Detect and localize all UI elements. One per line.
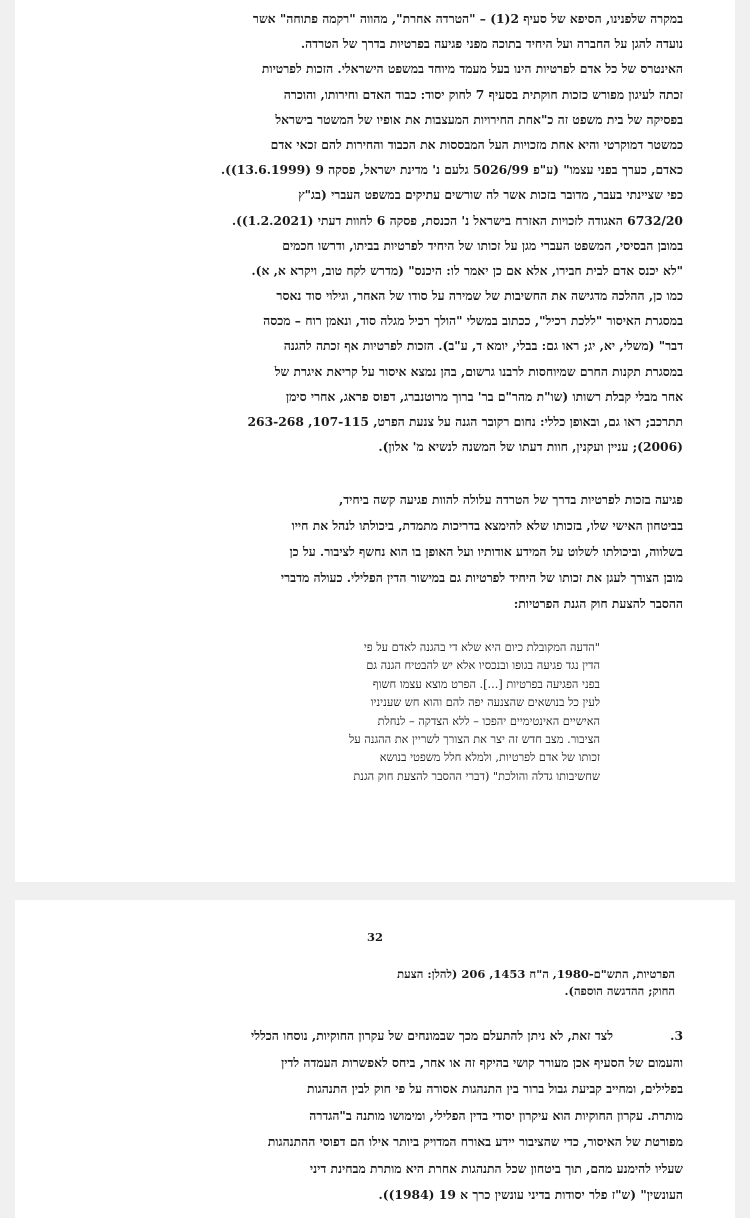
block-quote-continuation bbox=[265, 966, 675, 1000]
text-line: מותרת. עקרון החוקיות הוא עיקרון יסודי בדין הפלילי, ומימושו מותנה ב"הגדרה bbox=[309, 1107, 683, 1123]
text-line: ההסבר להצעת חוק הגנת הפרטיות: bbox=[513, 596, 683, 611]
text-line: אחר מבלי קבלת רשותו (שו"ת מהר"ם בר' ברוך מרוטנברג, דפוס פראג, אחרי סימן bbox=[285, 388, 683, 404]
paragraph-privacy-right bbox=[57, 6, 683, 459]
text-line bbox=[57, 1023, 683, 1050]
text-line: כמשטר דמוקרטי והיא אחת מזכויות העל המבססות את הכבוד והחירות להם זכאי אדם bbox=[270, 136, 683, 152]
text-line: במובן הבסיסי, המשפט העברי מגן על זכותו של היחיד לפרטיות בביתו, ודרשו חכמים bbox=[282, 237, 683, 253]
block-quote bbox=[165, 639, 600, 786]
quote-line: בפני הפגיעה בפרטיות [...]. הפרט מוצא עצמו חשוף bbox=[372, 677, 600, 691]
text-line: "לא יכנס אדם לבית חבירו, אלא אם כן יאמר לו: היכנס" (מדרש לקח טוב, ויקרא א, א). bbox=[251, 262, 683, 278]
text-line: האינטרס של כל אדם לפרטיות הינו בעל מעמד מיוחד במשפט הישראלי. הזכות לפרטיות bbox=[261, 61, 683, 77]
text-line: והעמום של הסעיף אכן מעורר קושי בהיקף זה או אחר, ביחס לאפשרות העמדה לדין bbox=[281, 1054, 683, 1070]
text-line: שעליו להימנע מהם, תוך ביטחון שכל התנהגות אחרת היא מותרת מבחינת דיני bbox=[309, 1160, 683, 1176]
text-line: בשלווה, וביכולתו לשלוט על המידע אודותיו ועל האופן בו הוא נחשף לציבור. על כן bbox=[289, 544, 683, 559]
text-line: 6732/20 האגודה לזכויות האזרח בישראל נ' הכנסת, פסקה 6 לחוות דעתי (1.2.2021)). bbox=[231, 212, 683, 228]
text-line: בפלילים, ומחייב קביעת גבול ברור בין התנהגות אסורה על פי חוק לבין התנהגות bbox=[306, 1081, 683, 1096]
text-line: דבר" (משלי, יא, יג; ראו גם: בבלי, יומא ד, ע"ב). הזכות לפרטיות אף זכתה להגנה bbox=[283, 338, 683, 354]
quote-line: הפרטיות, התש"ם-1980, ה"ח 1453, 206 (להלן: הצעת bbox=[397, 967, 675, 981]
quote-line: שחשיבותו גדלה והולכת" (דברי ההסבר להצעת חוק הגנת bbox=[353, 769, 600, 783]
quote-line: הדין נגד פגיעה בגופו ובנכסיו אלא יש להבטיח הגנה גם bbox=[366, 659, 600, 673]
text-line: בביטחון האישי שלו, בזכותו שלא להימצא בדריכות מתמדת, ביכולתו לנהל את חייו bbox=[291, 518, 683, 533]
quote-line: הציבור. מצב חדש זה יצר את הצורך לשריין את ההגנה על bbox=[349, 732, 600, 746]
text-line: העונשין" (ש"ז פלר יסודות בדיני עונשין כרך א 19 (1984)). bbox=[378, 1187, 683, 1202]
text-line: פגיעה בזכות לפרטיות בדרך של הטרדה עלולה להוות פגיעה קשה ביחיד, bbox=[338, 492, 683, 507]
paragraph-harassment-harm bbox=[57, 487, 683, 617]
paragraph-3-legality bbox=[57, 1023, 683, 1209]
text-line: כפי שציינתי בעבר, מדובר בזכות אשר לה שורשים עתיקים במשפט העברי (בג"ץ bbox=[298, 187, 683, 203]
text-line: (2006); עניין ועקנין, חוות דעתו של המשנה לנשיא מ' אלון). bbox=[378, 439, 683, 455]
text-line: כאדם, כערך בפני עצמו" (ע"פ 5026/99 גלעם נ' מדינת ישראל, פסקה 9 (13.6.1999)). bbox=[220, 162, 683, 178]
text-line: כמו כן, ההלכה מדגישה את החשיבות של שמירה על סודו של האחר, וגילוי סוד נאסר bbox=[276, 288, 683, 304]
text-line-content: לצד זאת, לא ניתן להתעלם מכך שבמונחים של עקרון החוקיות, נוסחו הכללי bbox=[250, 1028, 613, 1043]
text-line: מפורטת של האיסור, כדי שהציבור יידע באורח המדויק ביותר אילו הם דפוסי ההתנהגות bbox=[267, 1134, 683, 1149]
quote-line: האישיים האינטימיים יהפכו – ללא הצדקה – לנחלת bbox=[377, 714, 600, 728]
text-line: בפסיקה של בית משפט זה כ"אחת החירויות המעצבות את אופיו של המשטר בישראל bbox=[275, 111, 683, 127]
quote-line: "הדעה המקובלת כיום היא שלא די בהגנה לאדם על פי bbox=[363, 641, 600, 654]
paragraph-number: 3. bbox=[670, 1028, 683, 1043]
quote-line: לעין כל בנושאים שהצנעה יפה להם והוא חש שעניניו bbox=[370, 696, 600, 710]
page-number: 32 bbox=[366, 930, 383, 944]
document-page-2 bbox=[15, 900, 735, 1218]
text-line: זכתה לעיגון מפורש כזכות חוקתית בסעיף 7 לחוק יסוד: כבוד האדם וחירותו, והוכרה bbox=[283, 86, 683, 102]
text-line: מובן הצורך לעגן את זכותו של היחיד לפרטיות גם במישור הדין הפלילי. כעולה מדברי bbox=[280, 570, 683, 585]
text-line: תתרכב; ראו גם, ובאופן כללי: נחום רקובר הגנה על צנעת הפרט, 107-115, 263-268 bbox=[247, 414, 683, 429]
document-page-1 bbox=[15, 0, 735, 882]
text-line: במסגרת האיסור "ללכת רכיל", ככתוב במשלי "הולך רכיל מגלה סוד, ונאמן רוח – מכסה bbox=[263, 313, 683, 329]
quote-line: זכותו של אדם לפרטיות, ולמלא חלל משפטי בנושא bbox=[379, 751, 600, 765]
text-line: נועדה להגן על החברה ועל היחיד בתוכה מפני פגיעה בפרטיות בדרך של הטרדה. bbox=[300, 36, 683, 52]
text-line: במסגרת תקנות החרם שמיוחסות לרבנו גרשום, בהן נמצא איסור על קריאת איגרת של bbox=[274, 363, 683, 379]
text-line: במקרה שלפנינו, הסיפא של סעיף 2(1) – "הטרדה אחרת", מהווה "רקמה פתוחה" אשר bbox=[252, 11, 683, 26]
quote-line: החוק; ההדגשה הוספה). bbox=[564, 984, 675, 998]
